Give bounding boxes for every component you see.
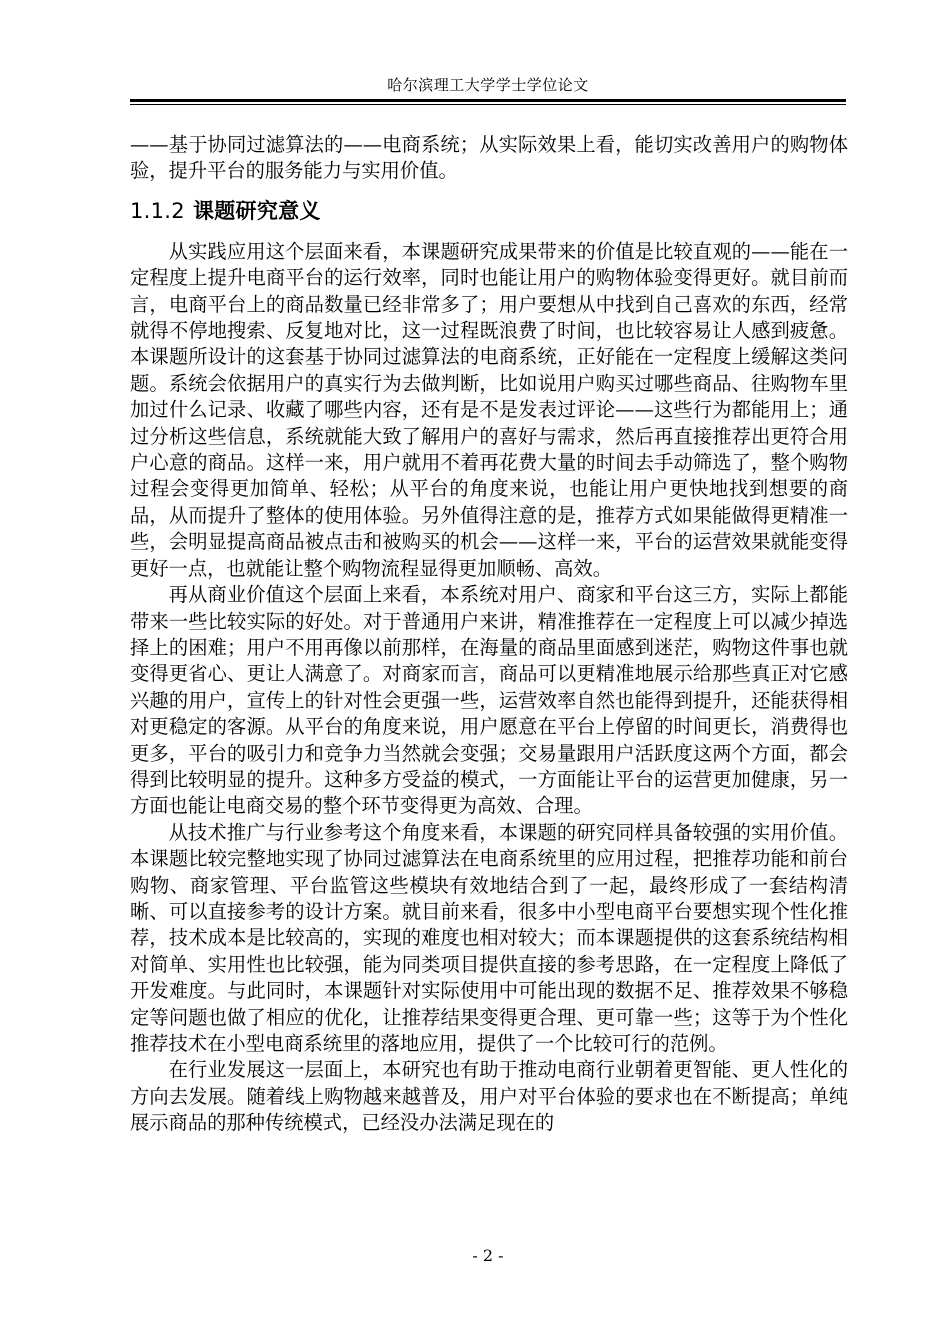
body-paragraph: 在行业发展这一层面上，本研究也有助于推动电商行业朝着更智能、更人性化的方向去发展。随着线上购物越来越普及，用户对平台体验的要求也在不断提高；单纯展示商品的那种传统模式，已经没办法满足现在的	[130, 1058, 848, 1135]
body-paragraph: 从技术推广与行业参考这个角度来看，本课题的研究同样具备较强的实用价值。本课题比较完整地实现了协同过滤算法在电商系统里的应用过程，把推荐功能和前台购物、商家管理、平台监管这些模块有效地结合到了一起，最终形成了一套结构清晰、可以直接参考的设计方案。就目前来看，很多中小型电商平台要想实现个性化推荐，技术成本是比较高的，实现的难度也相对较大；而本课题提供的这套系统结构相对简单、实用性也比较强，能为同类项目提供直接的参考思路，在一定程度上降低了开发难度。与此同时，本课题针对实际使用中可能出现的数据不足、推荐效果不够稳定等问题也做了相应的优化，让推荐结果变得更合理、更可靠一些；这等于为个性化推荐技术在小型电商系统里的落地应用，提供了一个比较可行的范例。	[130, 820, 848, 1055]
section-title: 课题研究意义	[192, 198, 321, 223]
body-paragraph: 再从商业价值这个层面上来看，本系统对用户、商家和平台这三方，实际上都能带来一些比较实际的好处。对于普通用户来讲，精准推荐在一定程度上可以减少掉选择上的困难；用户不用再像以前那样，在海量的商品里面感到迷茫，购物这件事也就变得更省心、更让人满意了。对商家而言，商品可以更精准地展示给那些真正对它感兴趣的用户，宣传上的针对性会更强一些，运营效率自然也能得到提升，还能获得相对更稳定的客源。从平台的角度来说，用户愿意在平台上停留的时间更长，消费得也更多，平台的吸引力和竞争力当然就会变强；交易量跟用户活跃度这两个方面，都会得到比较明显的提升。这种多方受益的模式，一方面能让平台的运营更加健康，另一方面也能让电商交易的整个环节变得更为高效、合理。	[130, 583, 848, 818]
page-body	[130, 132, 848, 1137]
page-number: - 2 -	[472, 1246, 504, 1265]
section-number: 1.1.2	[130, 198, 185, 223]
continued-paragraph: ——基于协同过滤算法的——电商系统；从实际效果上看，能切实改善用户的购物体验，提升平台的服务能力与实用价值。	[130, 133, 848, 183]
body-paragraph: 从实践应用这个层面来看，本课题研究成果带来的价值是比较直观的——能在一定程度上提升电商平台的运行效率，同时也能让用户的购物体验变得更好。就目前而言，电商平台上的商品数量已经非常多了；用户要想从中找到自己喜欢的东西，经常就得不停地搜索、反复地对比，这一过程既浪费了时间，也比较容易让人感到疲惫。本课题所设计的这套基于协同过滤算法的电商系统，正好能在一定程度上缓解这类问题。系统会依据用户的真实行为去做判断，比如说用户购买过哪些商品、往购物车里加过什么记录、收藏了哪些内容，还有是不是发表过评论——这些行为都能用上；通过分析这些信息，系统就能大致了解用户的喜好与需求，然后再直接推荐出更符合用户心意的商品。这样一来，用户就用不着再花费大量的时间去手动筛选了，整个购物过程会变得更加简单、轻松；从平台的角度来说，也能让用户更快地找到想要的商品，从而提升了整体的使用体验。另外值得注意的是，推荐方式如果能做得更精准一些，会明显提高商品被点击和被购买的机会——这样一来，平台的运营效果就能变得更好一点，也就能让整个购物流程显得更加顺畅、高效。	[130, 239, 848, 580]
section-heading	[130, 195, 848, 227]
header-rule-thin	[130, 104, 846, 105]
running-header: 哈尔滨理工大学学士学位论文	[387, 76, 589, 94]
header-rule-thick	[130, 99, 846, 102]
